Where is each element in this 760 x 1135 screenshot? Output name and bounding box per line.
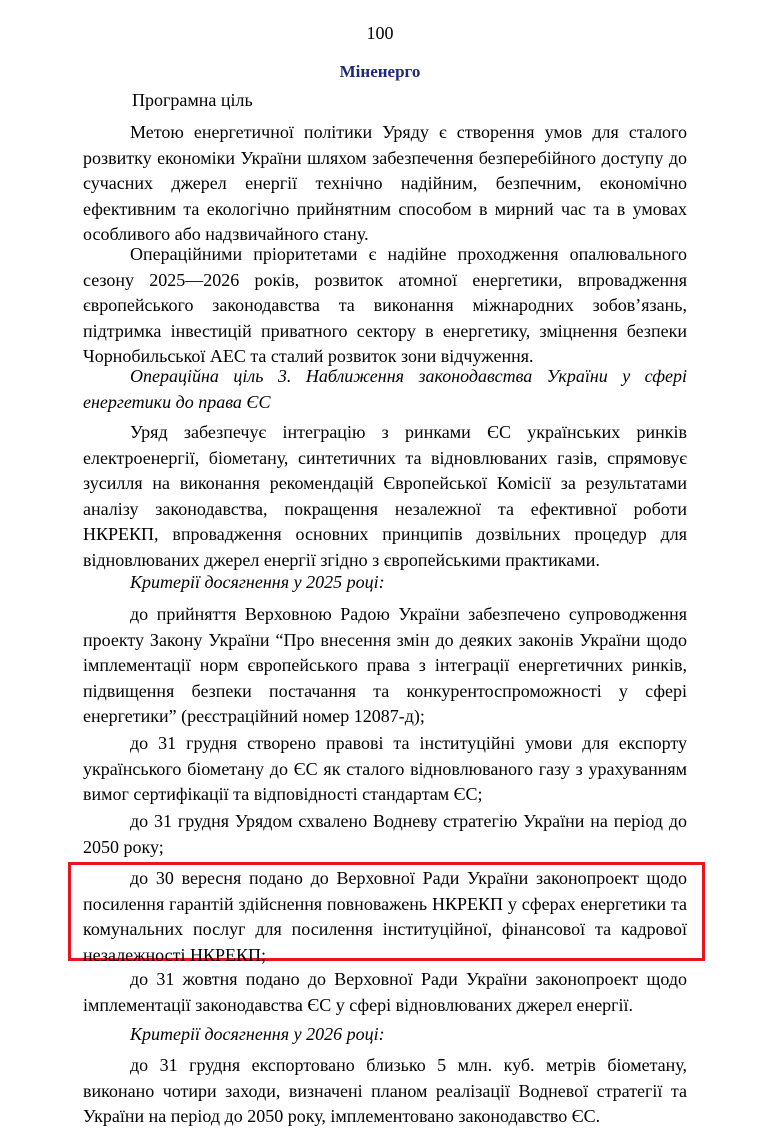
criteria-item: до 31 грудня експортовано близько 5 млн. куб. метрів біометану, виконано чотири заходи, визначені планом реалізації Водневої стратегії та України на період до 2050 року, імплементовано законодавство ЄС. — [83, 1055, 687, 1127]
ministry-heading: Міненерго — [339, 62, 421, 81]
page-number: 100 — [366, 23, 394, 43]
criteria-item-highlighted: до 30 вересня подано до Верховної Ради України законопроект щодо посилення гарантій здійснення повноважень НКРЕКП у сферах енергетики та комунальних послуг для посилення інституційної, фінансової та кадрової незалежності НКРЕКП; — [83, 868, 687, 965]
criteria-2025-heading: Критерії досягнення у 2025 році: — [130, 572, 385, 592]
goal-paragraph: Метою енергетичної політики Уряду є створення умов для сталого розвитку економіки України шляхом забезпечення безперебійного доступу до сучасних джерел енергії технічно надійним, безпечним, економічно ефективним та екологічно прийнятним способом в мирний час та в умовах особливого або надзвичайного стану. — [83, 122, 687, 245]
criteria-item: до 31 грудня Урядом схвалено Водневу стратегію України на період до 2050 року; — [83, 811, 687, 857]
priorities-paragraph: Операційними пріоритетами є надійне проходження опалювального сезону 2025—2026 років, розвиток атомної енергетики, впровадження європейського законодавства та виконання міжнародних зобов’язань, підтримка інвестицій приватного сектору в енергетику, зміцнення безпеки Чорнобильської АЕС та сталий розвиток зони відчуження. — [83, 244, 687, 367]
program-goal-heading: Програмна ціль — [132, 90, 253, 110]
operational-goal-heading: Операційна ціль 3. Наближення законодавства України у сфері енергетики до права ЄС — [83, 366, 687, 412]
goal-3-paragraph: Уряд забезпечує інтеграцію з ринками ЄС українських ринків електроенергії, біометану, синтетичних та відновлюваних газів, спрямовує зусилля на виконання рекомендацій Європейської Комісії за результатами аналізу законодавства, покращення незалежної та ефективної роботи НКРЕКП, впровадження основних принципів дозвільних процедур для відновлюваних джерел енергії згідно з європейськими практиками. — [83, 422, 687, 570]
criteria-item: до 31 грудня створено правові та інституційні умови для експорту українського біометану до ЄС як сталого відновлюваного газу з урахуванням вимог сертифікації та відповідності стандартам ЄС; — [83, 733, 687, 805]
criteria-item: до 31 жовтня подано до Верховної Ради України законопроект щодо імплементації законодавства ЄС у сфері відновлюваних джерел енергії. — [83, 969, 687, 1015]
criteria-2026-heading: Критерії досягнення у 2026 році: — [130, 1024, 385, 1044]
criteria-item: до прийняття Верховною Радою України забезпечено супроводження проекту Закону України “Про внесення змін до деяких законів України щодо імплементації норм європейського права з інтеграції енергетичних ринків, підвищення безпеки постачання та конкурентоспроможності у сфері енергетики” (реєстраційний номер 12087-д); — [83, 604, 687, 727]
